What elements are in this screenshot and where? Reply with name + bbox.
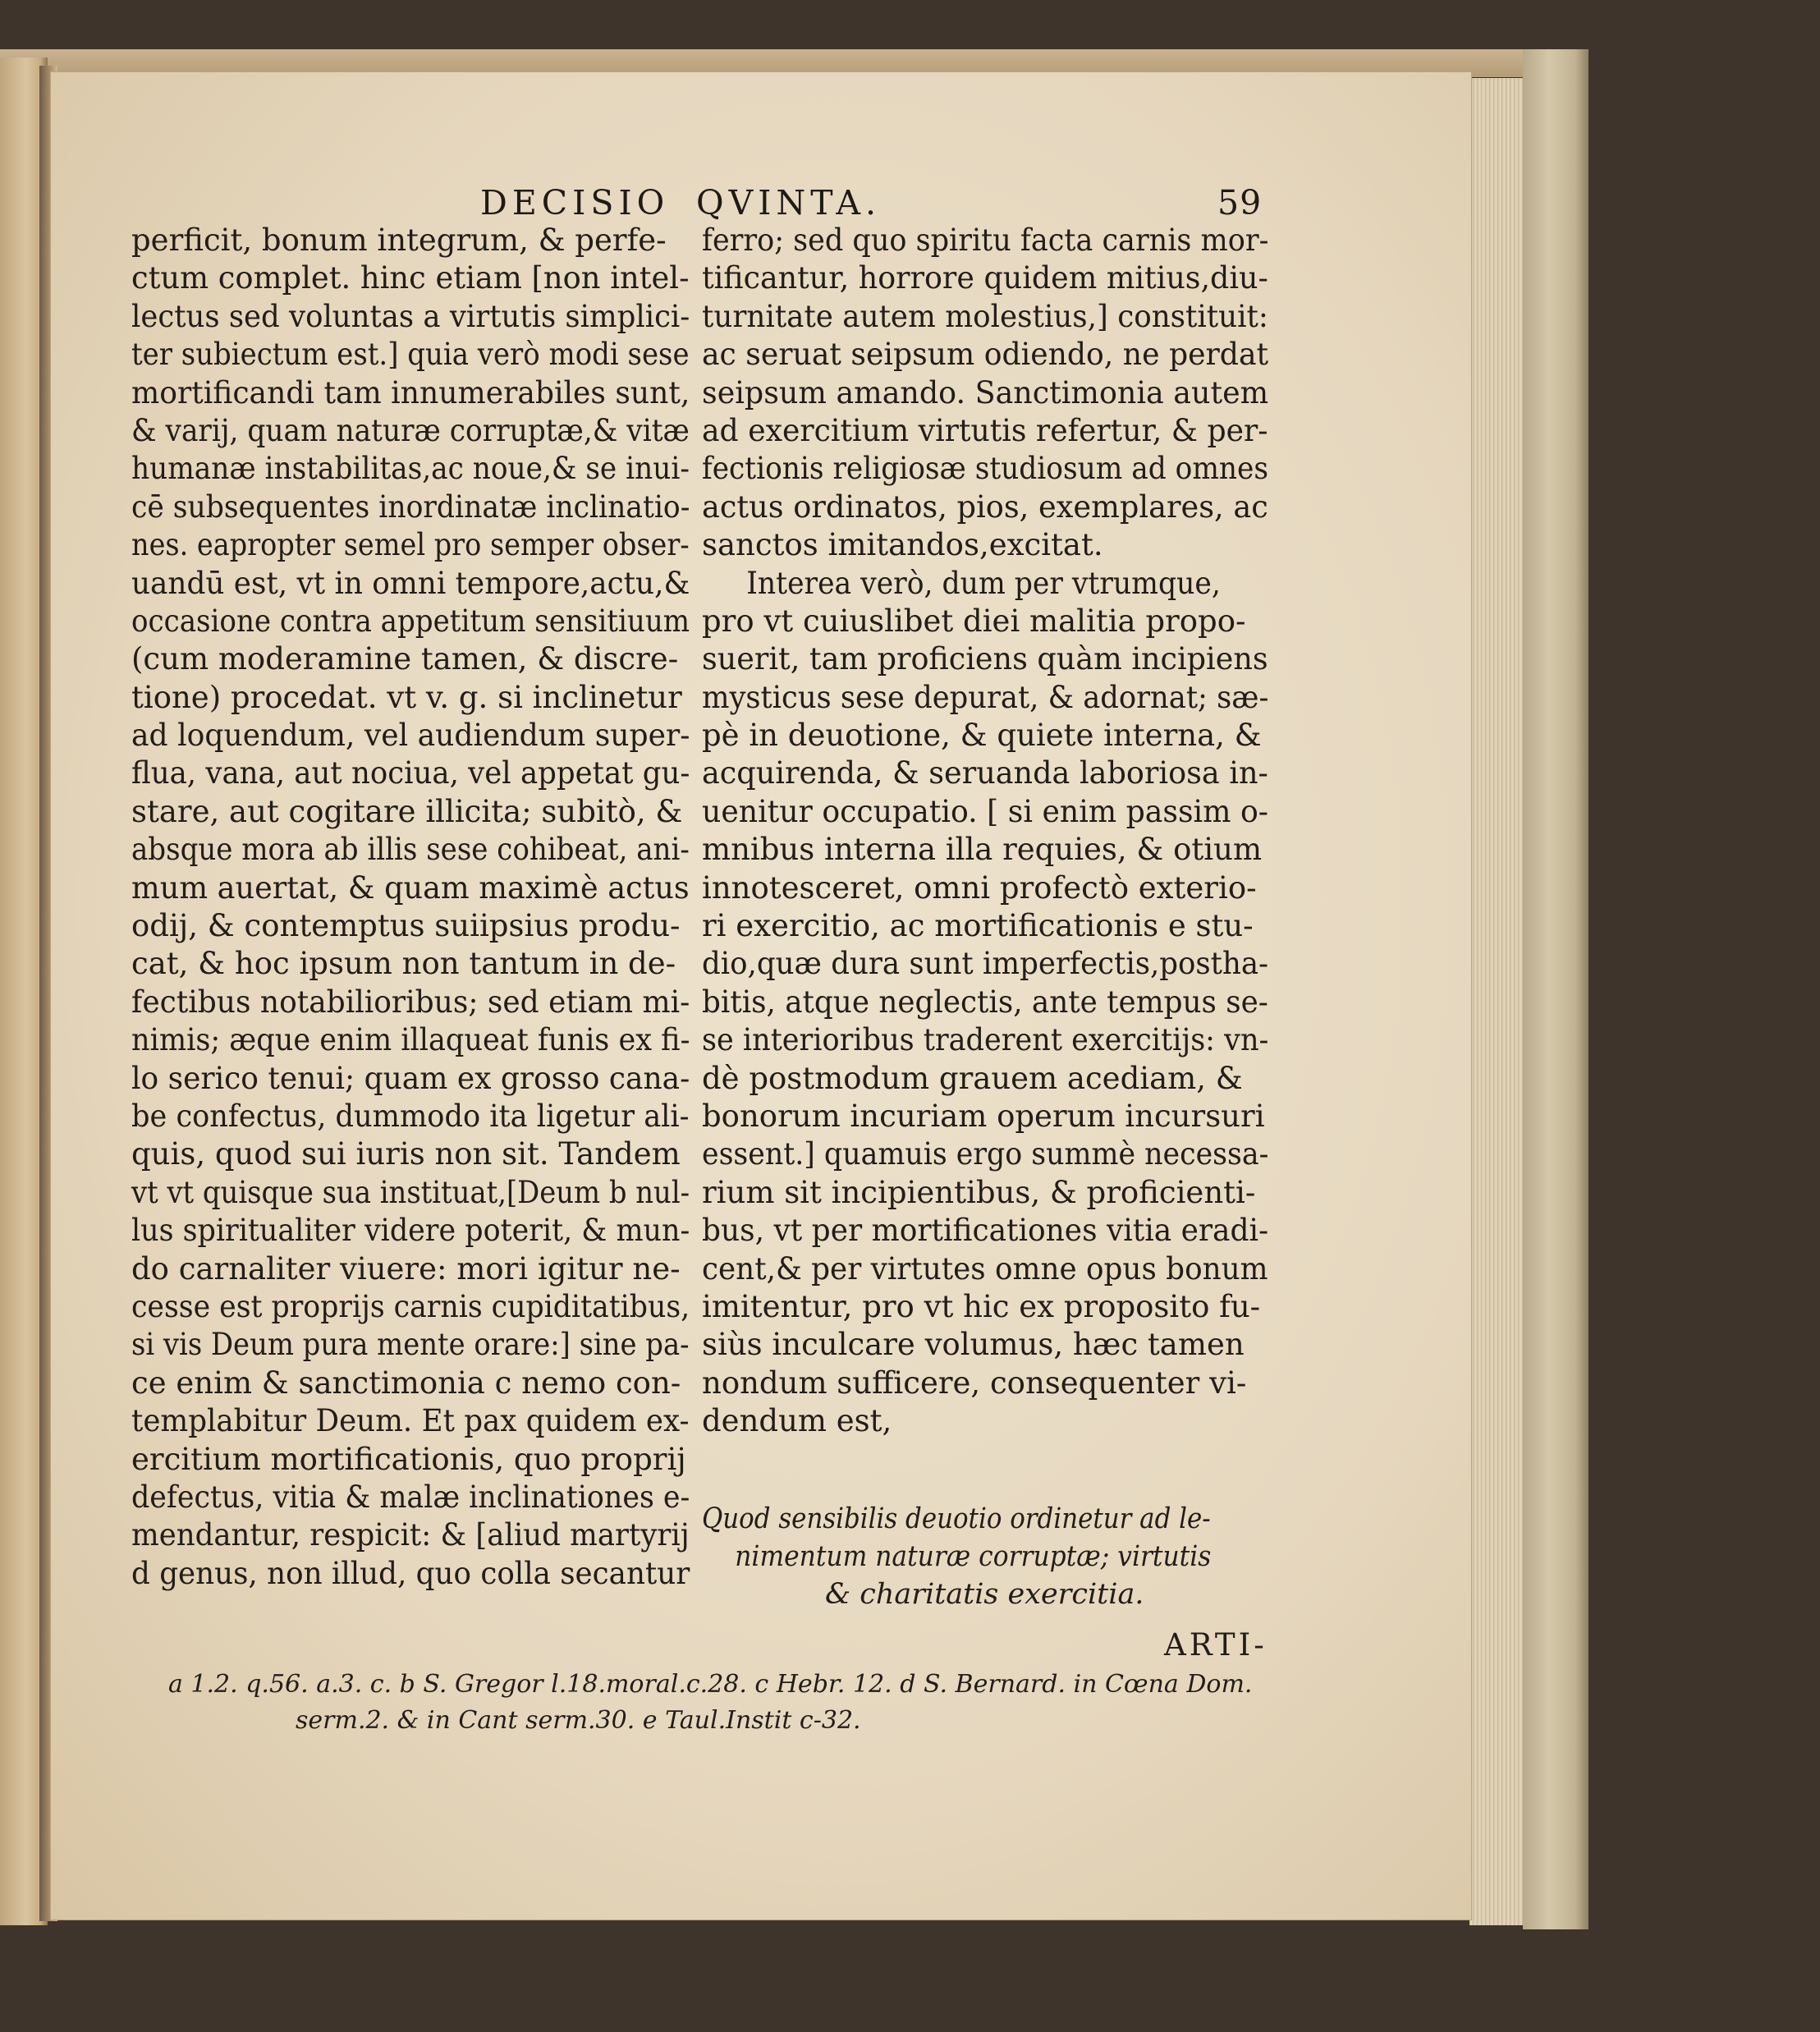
vellum-binding <box>1523 49 1588 1929</box>
text-line: pè in deuotione, & quiete interna, & <box>702 718 1262 754</box>
text-line: ad exercitium virtutis refertur, & per- <box>702 412 1268 448</box>
text-line: suerit, tam proficiens quàm incipiens <box>702 641 1268 677</box>
text-line: ctum complet. hinc etiam [non intel- <box>131 260 690 296</box>
text-line: se interioribus traderent exercitijs: vn- <box>702 1022 1269 1058</box>
text-line: tione) procedat. vt v. g. si inclinetur <box>131 679 682 715</box>
text-line: flua, vana, aut nociua, vel appetat gu- <box>131 755 690 791</box>
text-line: (cum moderamine tamen, & discre- <box>131 641 679 677</box>
text-line: bus, vt per mortificationes vitia eradi- <box>702 1213 1269 1249</box>
footnote-line: a 1.2. q.56. a.3. c. b S. Gregor l.18.moral.c.28. c Hebr. 12. d S. Bernard. in Cœna Dom. <box>168 1670 1253 1699</box>
text-line: si vis Deum pura mente orare:] sine pa- <box>131 1327 690 1363</box>
text-line: mum auertat, & quam maximè actus <box>131 869 690 906</box>
text-line: lus spiritualiter videre poterit, & mun- <box>131 1213 690 1249</box>
text-line: siùs inculcare volumus, hæc tamen <box>702 1327 1245 1363</box>
article-heading <box>702 1500 1268 1613</box>
running-head-right: QVINTA. <box>696 183 882 222</box>
text-line: acquirenda, & seruanda laboriosa in- <box>702 755 1268 791</box>
text-column-left <box>131 222 690 1593</box>
text-line: ad loquendum, vel audiendum super- <box>131 718 690 754</box>
article-heading-line: & charitatis exercitia. <box>825 1578 1144 1611</box>
text-line: bonorum incuriam operum incursuri <box>702 1098 1265 1134</box>
text-line: ter subiectum est.] quia verò modi sese <box>131 337 690 373</box>
catchword: ARTI- <box>1164 1627 1268 1663</box>
text-line: uandū est, vt in omni tempore,actu,& <box>131 565 690 601</box>
text-line: seipsum amando. Sanctimonia autem <box>702 374 1269 411</box>
text-line: bitis, atque neglectis, ante tempus se- <box>702 984 1268 1020</box>
text-line: mendantur, respicit: & [aliud martyrij <box>131 1517 690 1553</box>
text-line: ferro; sed quo spiritu facta carnis mor- <box>702 222 1269 258</box>
text-line: dè postmodum grauem acediam, & <box>702 1060 1243 1096</box>
text-line: quis, quod sui iuris non sit. Tandem <box>131 1136 681 1172</box>
text-line: mnibus interna illa requies, & otium <box>702 832 1263 868</box>
text-line: templabitur Deum. Et pax quidem ex- <box>131 1403 690 1439</box>
text-line: turnitate autem molestius,] constituit: <box>702 298 1268 334</box>
text-line: essent.] quamuis ergo summè necessa- <box>702 1136 1269 1172</box>
text-line: be confectus, dummodo ita ligetur ali- <box>131 1098 690 1134</box>
text-line: & varij, quam naturæ corruptæ,& vitæ <box>131 412 690 448</box>
text-line: ce enim & sanctimonia c nemo con- <box>131 1365 681 1401</box>
text-line: nes. eapropter semel pro semper obser- <box>131 527 690 563</box>
text-line: tificantur, horrore quidem mitius,diu- <box>702 260 1268 296</box>
text-line: ri exercitio, ac mortificationis e stu- <box>702 908 1254 944</box>
text-line: nondum sufficere, consequenter vi- <box>702 1365 1247 1401</box>
text-line: d genus, non illud, quo colla secantur <box>131 1555 690 1591</box>
text-line: lectus sed voluntas a virtutis simplici- <box>131 298 690 334</box>
text-line: mortificandi tam innumerabiles sunt, <box>131 374 690 411</box>
text-line: do carnaliter viuere: mori igitur ne- <box>131 1250 681 1287</box>
text-line: ercitium mortificationis, quo proprij <box>131 1441 686 1477</box>
text-line: pro vt cuiuslibet diei malitia propo- <box>702 603 1246 639</box>
text-line: cat, & hoc ipsum non tantum in de- <box>131 946 676 982</box>
text-line: vt vt quisque sua instituat,[Deum b nul- <box>131 1174 690 1210</box>
running-head-left: DECISIO <box>480 183 670 222</box>
text-column-right <box>702 222 1268 1441</box>
text-line: dendum est, <box>702 1403 892 1439</box>
text-line: nimis; æque enim illaqueat funis ex fi- <box>131 1022 690 1058</box>
text-line: absque mora ab illis sese cohibeat, ani- <box>131 832 690 868</box>
text-line: ac seruat seipsum odiendo, ne perdat <box>702 337 1269 373</box>
text-line: occasione contra appetitum sensitiuum <box>131 603 690 639</box>
article-heading-line: Quod sensibilis deuotio ordinetur ad le- <box>702 1502 1211 1535</box>
article-heading-line: nimentum naturæ corruptæ; virtutis <box>735 1540 1212 1573</box>
text-line: innotesceret, omni profectò exterio- <box>702 869 1257 906</box>
text-line: fectionis religiosæ studiosum ad omnes <box>702 451 1269 487</box>
text-line: defectus, vitia & malæ inclinationes e- <box>131 1479 690 1515</box>
text-line: actus ordinatos, pios, exemplares, ac <box>702 489 1268 525</box>
text-line: lo serico tenui; quam ex grosso cana- <box>131 1060 690 1096</box>
text-line: humanæ instabilitas,ac noue,& se inui- <box>131 451 690 487</box>
text-line: odij, & contemptus suiipsius produ- <box>131 908 681 944</box>
page-stack-edge <box>1469 78 1527 1925</box>
text-line: stare, aut cogitare illicita; subitò, & <box>131 793 683 829</box>
page-number: 59 <box>1217 183 1263 222</box>
text-line: dio,quæ dura sunt imperfectis,postha- <box>702 946 1269 982</box>
text-line: perficit, bonum integrum, & perfe- <box>131 222 667 258</box>
footnotes <box>168 1667 1252 1739</box>
text-line: sanctos imitandos,excitat. <box>702 527 1103 563</box>
text-line: cent,& per virtutes omne opus bonum <box>702 1250 1268 1287</box>
text-line: cesse est proprijs carnis cupiditatibus, <box>131 1288 690 1324</box>
text-line: rium sit incipientibus, & proficienti- <box>702 1174 1256 1210</box>
text-line: mysticus sese depurat, & adornat; sæ- <box>702 679 1269 715</box>
text-line: cē subsequentes inordinatæ inclinatio- <box>131 489 690 525</box>
text-line: imitentur, pro vt hic ex proposito fu- <box>702 1288 1261 1324</box>
text-line: fectibus notabilioribus; sed etiam mi- <box>131 984 690 1020</box>
text-line: Interea verò, dum per vtrumque, <box>746 565 1221 601</box>
footnote-line: serm.2. & in Cant serm.30. e Taul.Instit c-32. <box>296 1706 861 1735</box>
text-line: uenitur occupatio. [ si enim passim o- <box>702 793 1269 829</box>
